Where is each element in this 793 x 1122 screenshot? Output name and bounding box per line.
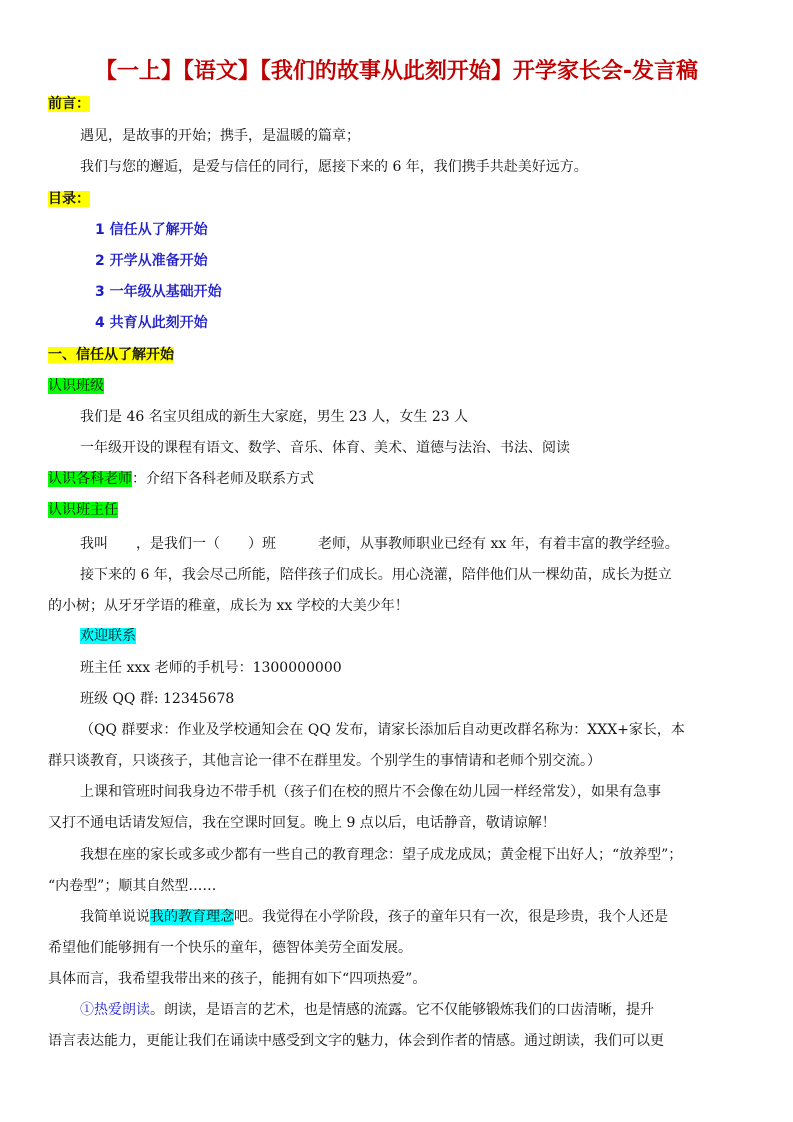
- head-teacher-line-3: 的小树；从牙牙学语的稚童，成长为 xx 学校的大美少年！: [48, 598, 409, 614]
- phone-policy-line-1: 上课和管班时间我身边不带手机（孩子们在校的照片不会像在幼儿园一样经常发），如果有急事: [80, 784, 661, 800]
- my-philosophy-highlight: 我的教育理念: [150, 909, 234, 925]
- my-philosophy-line-1: 我简单说说我的教育理念吧。我觉得在小学阶段，孩子的童年只有一次，很是珍贵，我个人还是: [80, 909, 668, 925]
- phone-policy-line-2: 又打不通电话请发短信，我在空课时回复。晚上 9 点以后，电话静音，敬请谅解！: [48, 815, 556, 831]
- toc-item-2[interactable]: 2 开学从准备开始: [95, 253, 208, 269]
- document-title: 【一上】【语文】【我们的故事从此刻开始】开学家长会-发言稿: [94, 59, 699, 84]
- my-philosophy-line-2: 希望他们能够拥有一个快乐的童年，德智体美劳全面发展。: [48, 940, 412, 956]
- qq-rules-line-1: （QQ 群要求：作业及学校通知会在 QQ 发布，请家长添加后自动更改群名称为：XXX+家长，本: [80, 722, 685, 738]
- preface-line-1: 遇见，是故事的开始；携手，是温暖的篇章；: [80, 128, 360, 144]
- contact-label: 欢迎联系: [80, 628, 136, 644]
- toc-item-1[interactable]: 1 信任从了解开始: [95, 222, 208, 238]
- qq-rules-line-2: 群只谈教育，只谈孩子，其他言论一律不在群里发。个别学生的事情请和老师个别交流。）: [48, 753, 601, 769]
- toc-item-3[interactable]: 3 一年级从基础开始: [95, 284, 222, 300]
- know-class-line-2: 一年级开设的课程有语文、数学、音乐、体育、美术、道德与法治、书法、阅读: [80, 440, 570, 456]
- philosophies-line-1: 我想在座的家长或多或少都有一些自己的教育理念：望子成龙成凤；黄金棍下出好人；“放养型”；: [80, 847, 683, 863]
- head-teacher-line-1: 我叫 ，是我们一（ ）班 老师，从事教师职业已经有 xx 年，有着丰富的教学经验。: [80, 536, 679, 552]
- know-class-line-1: 我们是 46 名宝贝组成的新生大家庭，男生 23 人，女生 23 人: [80, 409, 469, 425]
- know-class-label: 认识班级: [48, 378, 104, 394]
- four-loves-intro: 具体而言，我希望我带出来的孩子，能拥有如下“四项热爱”。: [48, 971, 427, 987]
- love-reading-line-2: 语言表达能力，更能让我们在诵读中感受到文字的魅力，体会到作者的情感。通过朗读，我们可以更: [48, 1033, 664, 1049]
- contact-phone: 班主任 xxx 老师的手机号：1300000000: [80, 660, 342, 676]
- preface-heading: 前言：: [48, 96, 90, 112]
- contact-qq: 班级 QQ 群: 12345678: [80, 691, 235, 707]
- love-reading-line-1: ①热爱朗读。朗读，是语言的艺术，也是情感的流露。它不仅能够锻炼我们的口齿清晰，提升: [80, 1002, 654, 1018]
- toc-heading: 目录：: [48, 191, 90, 207]
- know-teachers-line: 认识各科老师：介绍下各科老师及联系方式: [48, 471, 314, 487]
- section1-heading: 一、信任从了解开始: [48, 347, 174, 363]
- philosophies-line-2: “内卷型”；顺其自然型……: [48, 878, 217, 894]
- head-teacher-line-2: 接下来的 6 年，我会尽己所能，陪伴孩子们成长。用心浇灌，陪伴他们从一棵幼苗，成长为挺立: [80, 567, 672, 583]
- toc-item-4[interactable]: 4 共育从此刻开始: [95, 315, 208, 331]
- love-reading-label: ①热爱朗读: [80, 1002, 150, 1018]
- know-teachers-label: 认识各科老师: [48, 471, 132, 487]
- preface-line-2: 我们与您的邂逅，是爱与信任的同行，愿接下来的 6 年，我们携手共赴美好远方。: [80, 159, 588, 175]
- know-head-teacher-label: 认识班主任: [48, 502, 118, 518]
